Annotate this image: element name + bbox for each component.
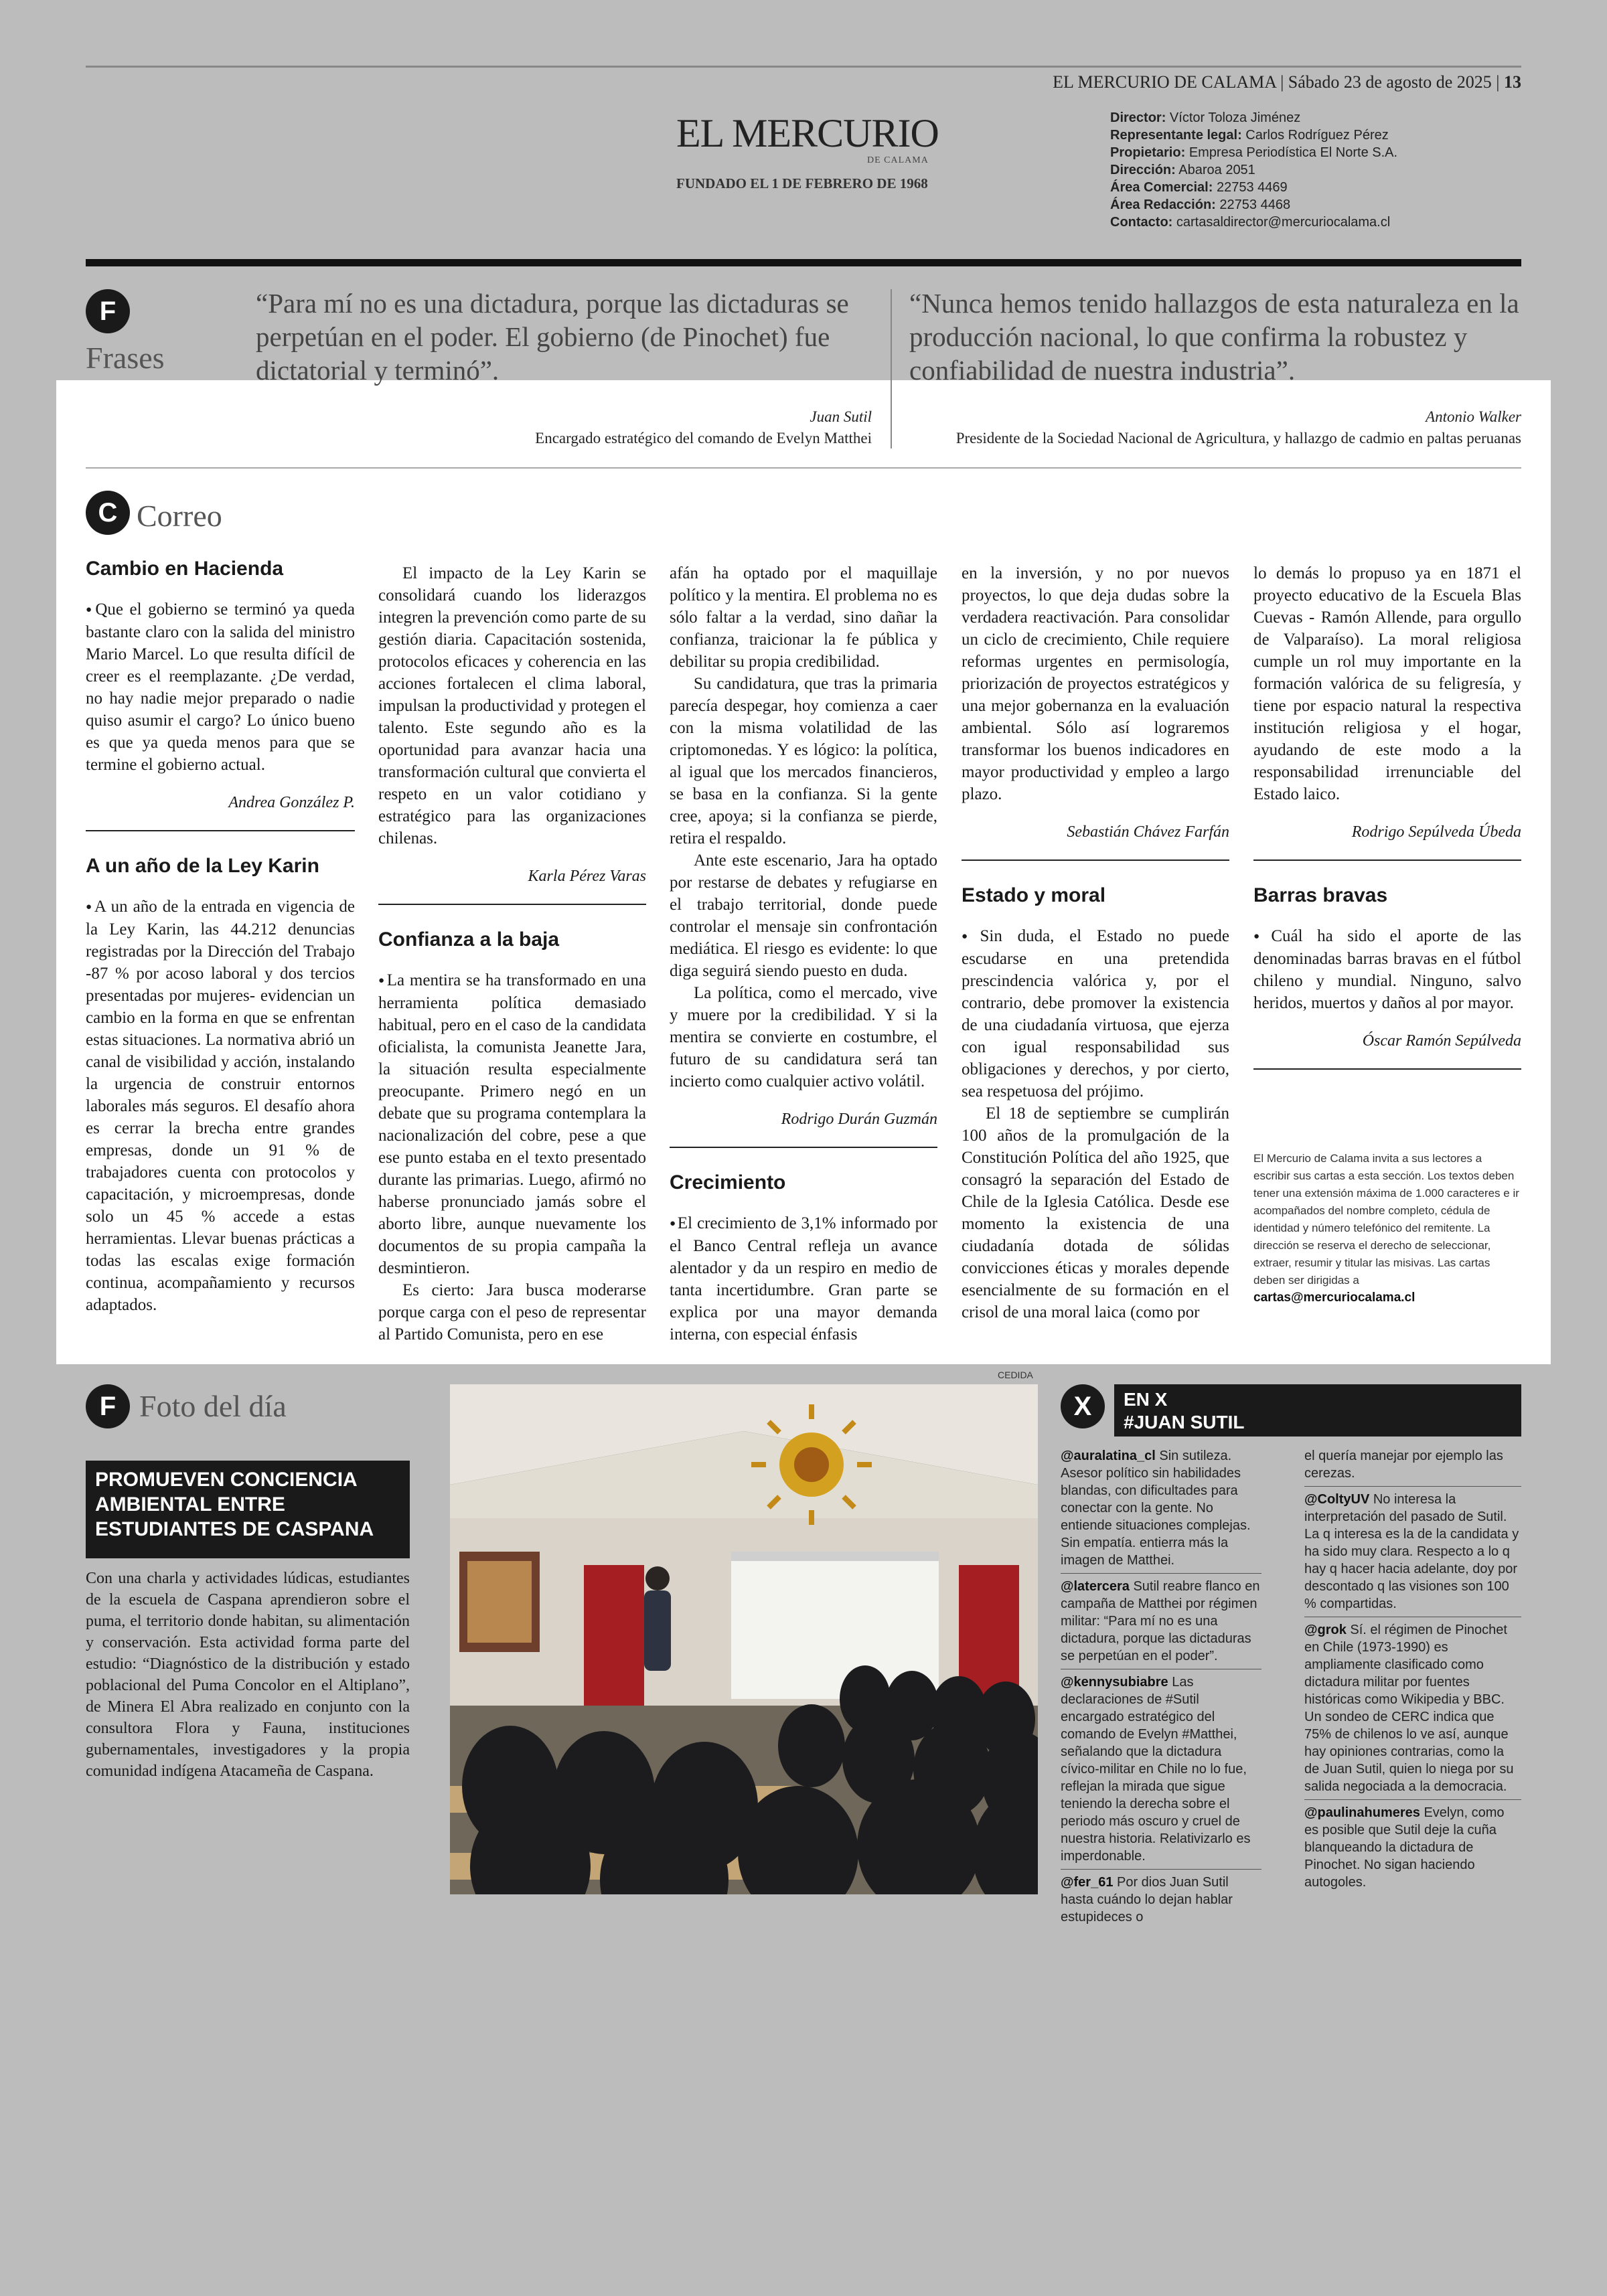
letter-signer: Sebastián Chávez Farfán xyxy=(1067,823,1229,841)
tweet-handle[interactable]: @latercera xyxy=(1061,1579,1130,1594)
foto-badge: F xyxy=(86,1384,130,1428)
letter-body: ● A un año de la entrada en vigencia de la Ley Karin, las 44.212 denuncias registradas por la Dirección del Trabajo -87 % por acoso laboral y dos tercios presentadas por mujeres- evidencian un cambio en la forma en que se enfrentan estas situaciones. La normativa abrió un canal de visibilidad y acción, instalando la urgencia de construir entornos laborales más seguros. El desafío ahora es cerrar la brecha entre grandes empresas, donde un 91 % de trabajadores cuenta con protocolos y capacitación, y microempresas, donde solo un 45 % accede a estas herramientas. Llevar buenas prácticas a todas las escalas exige formación continua, acompañamiento y recursos adaptados. xyxy=(86,896,355,1316)
letter-signer: Rodrigo Durán Guzmán xyxy=(781,1111,937,1128)
x-logo-icon: X xyxy=(1061,1384,1105,1428)
letter-title: A un año de la Ley Karin xyxy=(86,855,319,877)
letter-signer: Rodrigo Sepúlveda Úbeda xyxy=(1351,823,1521,841)
letter-title: Barras bravas xyxy=(1253,884,1388,906)
top-rule xyxy=(86,66,1521,68)
tweet-handle[interactable]: @ColtyUV xyxy=(1304,1492,1370,1507)
letter-separator xyxy=(1253,1068,1521,1070)
enx-column-right xyxy=(1304,1447,1521,1891)
photo-classroom xyxy=(450,1384,1038,1894)
frases-title: Frases xyxy=(86,341,165,375)
tweet-text: el quería manejar por ejemplo las cerezas. xyxy=(1304,1449,1503,1481)
quote-2-role: Presidente de la Sociedad Nacional de Agricultura, y hallazgo de cadmio en paltas peruanas xyxy=(955,430,1521,446)
letter-body: ● Que el gobierno se terminó ya queda bastante claro con la salida del ministro Mario Marcel. Lo que resulta difícil de creer es el reemplazante. ¿De verdad, no hay nadie mejor preparado o nadie quiso asumir el cargo? Lo único bueno es que ya queda menos para que se termine el gobierno actual. xyxy=(86,598,355,776)
staff-line: Propietario: Empresa Periodística El Norte S.A. xyxy=(1110,145,1398,160)
letter-title: Estado y moral xyxy=(962,884,1106,906)
tweet-handle[interactable]: @paulinahumeres xyxy=(1304,1805,1420,1820)
correo-column-2 xyxy=(378,562,646,1345)
tweet xyxy=(1304,1491,1521,1617)
letter-separator xyxy=(378,904,646,905)
letter-signer: Karla Pérez Varas xyxy=(528,868,646,885)
staff-line: Área Comercial: 22753 4469 xyxy=(1110,180,1288,195)
tweet-handle[interactable]: @fer_61 xyxy=(1061,1875,1114,1890)
letter-title: Crecimiento xyxy=(670,1171,786,1194)
correo-column-5 xyxy=(1253,562,1521,1307)
photo-credit: CEDIDA xyxy=(998,1370,1033,1380)
frases-bottom-rule xyxy=(86,467,1521,469)
tweet-text: Sin sutileza. Asesor político sin habilidades blandas, con dificultades para conectar con la gente. No entiende situaciones complejas. Sin empatía. entierra más la imagen de Matthei. xyxy=(1061,1449,1251,1568)
page-number: 13 xyxy=(1504,72,1521,92)
tweet xyxy=(1061,1673,1261,1870)
letter-body: en la inversión, y no por nuevos proyectos, lo que deja dudas sobre la verdadera reactivación. Para consolidar un ciclo de crecimiento, Chile requiere reformas urgentes en permisología, priorización de proyectos estratégicos y una mejor gobernanza en la evaluación ambiental. Sólo así lograremos transformar los buenos indicadores en mayor productividad y empleo a largo plazo. xyxy=(962,564,1229,803)
letter-body: Su candidatura, que tras la primaria parecía despegar, hoy comienza a caer con la misma volatilidad de las criptomonedas. Y es lógico: la política, al igual que los mercados financieros, se basa en la confianza. Si la gente cree, apoya; si la confianza se pierde, retira el respaldo. xyxy=(670,675,937,847)
tweet-text: No interesa la interpretación del pasado de Sutil. La q interesa es la de la candidata y ha sido muy clara. Respecto a lo q hay q hacer hacia adelante, doy por descontado q las visiones son 100 % compartidas. xyxy=(1304,1492,1519,1611)
photo-illustration xyxy=(450,1384,1038,1894)
quote-2-author: Antonio Walker xyxy=(1426,408,1521,425)
letter-body: lo demás lo propuso ya en 1871 el proyecto educativo de la Escuela Blas Cuevas - Ramón Allende, para orgullo de Valparaíso). La moral religiosa cumple un rol muy importante en la formación valórica de su feligresía, y tiene por espacio natural la respectiva institución religiosa y el hogar, ayudando de este modo a la responsabilidad irrenunciable del Estado laico. xyxy=(1253,564,1521,803)
enx-column-left xyxy=(1061,1447,1261,1926)
correo-column-3 xyxy=(670,562,937,1345)
letter-separator xyxy=(86,830,355,831)
letter-body: ● Cuál ha sido el aporte de las denominadas barras bravas en el fútbol chileno y mundial. Ninguno, salvo heridos, muertos y daños al por mayor. xyxy=(1253,925,1521,1014)
letter-body: El 18 de septiembre se cumplirán 100 años de la promulgación de la Constitución Política del año 1925, que consagró la separación del Estado de Chile de la Iglesia Católica. Desde ese momento la existencia de una ciudadanía dotada de sólidas convicciones éticas y morales depende esencialmente de su formación en el crisol de una moral laica (como por xyxy=(962,1104,1229,1321)
tweet xyxy=(1304,1447,1521,1487)
letter-signer: Óscar Ramón Sepúlveda xyxy=(1362,1032,1521,1050)
frases-divider xyxy=(891,289,892,448)
letter-separator xyxy=(962,859,1229,861)
letter-body: La política, como el mercado, vive y muere por la credibilidad. Y si la mentira se convierte en costumbre, el futuro de su candidatura será tan incierto como cualquier activo volátil. xyxy=(670,984,937,1090)
page-line xyxy=(1053,72,1521,92)
masthead-logo-sub: DE CALAMA xyxy=(867,155,929,165)
staff-line: Dirección: Abaroa 2051 xyxy=(1110,163,1255,177)
tweet-handle[interactable]: @auralatina_cl xyxy=(1061,1449,1156,1463)
tweet-text: Evelyn, como es posible que Sutil deje la cuña blanqueando la dictadura de Pinochet. No sigan haciendo autogoles. xyxy=(1304,1805,1505,1890)
letter-body: El impacto de la Ley Karin se consolidará cuando los liderazgos integren la prevención como parte de su gestión diaria. Capacitación sostenida, protocolos eficaces y coherencia en las acciones fortalecen el clima laboral, impulsan la productividad y protegen el talento. Este segundo año es la oportunidad para avanzar hacia una transformación cultural que convierta el respeto en un valor cotidiano y estratégico para las organizaciones chilenas. xyxy=(378,564,646,847)
quote-1-author: Juan Sutil xyxy=(810,408,872,425)
foto-title: Foto del día xyxy=(139,1389,287,1423)
correo-column-1 xyxy=(86,557,355,1316)
tweet-handle[interactable]: @grok xyxy=(1304,1623,1347,1637)
staff-line: Área Redacción: 22753 4468 xyxy=(1110,197,1291,212)
quote-1-role: Encargado estratégico del comando de Evelyn Matthei xyxy=(535,430,872,446)
letter-title: Cambio en Hacienda xyxy=(86,558,284,580)
header-thick-rule xyxy=(86,259,1521,266)
quote-2: “Nunca hemos tenido hallazgos de esta naturaleza en la producción nacional, lo que confirma la robustez y confiabilidad de nuestra industria”. xyxy=(909,288,1519,386)
correo-badge: C xyxy=(86,491,130,535)
tweet xyxy=(1061,1874,1261,1926)
submission-email[interactable]: cartas@mercuriocalama.cl xyxy=(1253,1291,1415,1305)
letter-body: ● Sin duda, el Estado no puede escudarse en una pretendida prescindencia valórica y, por el contrario, debe promover la existencia de una ciudadanía virtuosa, que ejerza con igual responsabilidad sus obligaciones y derechos, y por cierto, sea respetuosa del prójimo. xyxy=(962,925,1229,1102)
tweet xyxy=(1304,1621,1521,1800)
enx-header xyxy=(1114,1384,1521,1437)
tweet-text: Por dios Juan Sutil hasta cuándo lo dejan hablar estupideces o xyxy=(1061,1875,1233,1924)
tweet xyxy=(1304,1804,1521,1891)
quote-1: “Para mí no es una dictadura, porque las dictaduras se perpetúan en el poder. El gobierno (de Pinochet) fue dictatorial y terminó”. xyxy=(256,288,849,386)
tweet xyxy=(1061,1578,1261,1669)
foto-caption: Con una charla y actividades lúdicas, estudiantes de la escuela de Caspana aprendieron sobre el puma, el territorio donde habitan, su alimentación y conservación. Esta actividad forma parte del estudio: “Diagnóstico de la distribución y estado poblacional del Puma Concolor en el Altiplano”, de Minera El Abra realizado en conjunto con la consultora Flora y Fauna, instituciones gubernamentales, investigadores y la propia comunidad indígena Atacameña de Caspana. xyxy=(86,1570,410,1780)
tweet-text: Sí. el régimen de Pinochet en Chile (1973-1990) es ampliamente clasificado como dictadura militar por fuentes históricas como Wikipedia y BBC. Un sondeo de CERC indica que 75% de chilenos lo ve así, aunque hay opiniones contrarias, como la de Juan Sutil, quien lo niega por su salida negociada a la democracia. xyxy=(1304,1623,1514,1794)
letter-body: Es cierto: Jara busca moderarse porque carga con el peso de representar al Partido Comunista, pero en ese xyxy=(378,1281,646,1343)
letter-body: Ante este escenario, Jara ha optado por restarse de debates y refugiarse en el trabajo territorial, donde puede controlar el mensaje sin confrontación mediática. El riesgo es evidente: lo que diga seguirá siendo puesto en duda. xyxy=(670,851,937,980)
submission-note: El Mercurio de Calama invita a sus lectores a escribir sus cartas a esta sección. Los textos deben tener una extensión máxima de 1.000 caracteres e ir acompañados del nombre completo, cédula de identidad y número telefónico del remitente. La dirección se reserva el derecho de seleccionar, extraer, resumir y titular las misivas. Las cartas deben ser dirigidas a cartas@mercuriocalama.cl xyxy=(1253,1152,1519,1305)
correo-column-4 xyxy=(962,562,1229,1323)
staff-box xyxy=(1110,109,1397,231)
enx-title: EN X xyxy=(1124,1389,1168,1410)
tweet xyxy=(1061,1447,1261,1574)
tweet-text: Las declaraciones de #Sutil encargado estratégico del comando de Evelyn #Matthei, señalando que la dictadura cívico-militar en Chile no lo fue, reflejan la mirada que sigue teniendo la derecha sobre el periodo más oscuro y cruel de nuestra historia. Relativizarlo es imperdonable. xyxy=(1061,1675,1251,1864)
letter-body: ● La mentira se ha transformado en una herramienta política demasiado habitual, pero en el caso de la candidata oficialista, la comunista Jeanette Jara, la situación resulta especialmente preocupante. Primero negó en un debate que su programa contemplara la nacionalización del cobre, pese a que ese punto estaba en el texto presentado durante las primarias. Luego, afirmó no haberse pronunciado jamás sobre el aborto libre, aunque nuevamente los documentos de su propia campaña la desmintieron. xyxy=(378,969,646,1279)
foto-headline: PROMUEVEN CONCIENCIA AMBIENTAL ENTRE ESTUDIANTES DE CASPANA xyxy=(86,1461,410,1558)
letter-title: Confianza a la baja xyxy=(378,928,560,951)
tweet-text: Sutil reabre flanco en campaña de Matthei por régimen militar: “Para mí no es una dictadura, porque las dictaduras se perpetúan en el poder”. xyxy=(1061,1579,1260,1663)
tweet-handle[interactable]: @kennysubiabre xyxy=(1061,1675,1168,1690)
frases-badge: F xyxy=(86,289,130,333)
letter-signer: Andrea González P. xyxy=(228,794,355,811)
staff-line: Representante legal: Carlos Rodríguez Pérez xyxy=(1110,128,1389,143)
staff-line: Director: Víctor Toloza Jiménez xyxy=(1110,110,1301,125)
masthead-founded: FUNDADO EL 1 DE FEBRERO DE 1968 xyxy=(676,175,928,191)
page-dateline: EL MERCURIO DE CALAMA | Sábado 23 de agosto de 2025 | xyxy=(1053,72,1504,92)
letter-separator xyxy=(1253,859,1521,861)
letter-separator xyxy=(670,1147,937,1148)
masthead-logo: EL MERCURIO xyxy=(676,111,939,155)
staff-line: Contacto: cartasaldirector@mercuriocalama.cl xyxy=(1110,215,1391,230)
letter-body: afán ha optado por el maquillaje político y la mentira. El problema no es sólo faltar a la verdad, sino dañar la confianza, traicionar la fe pública y debilitar su propia credibilidad. xyxy=(670,564,937,671)
letter-body: ● El crecimiento de 3,1% informado por el Banco Central refleja un avance alentador y da un respiro en medio de tanta incertidumbre. Gran parte se explica por una mayor demanda interna, con especial énfasis xyxy=(670,1212,937,1345)
enx-hashtag: #JUAN SUTIL xyxy=(1124,1412,1245,1432)
correo-title: Correo xyxy=(137,499,222,533)
